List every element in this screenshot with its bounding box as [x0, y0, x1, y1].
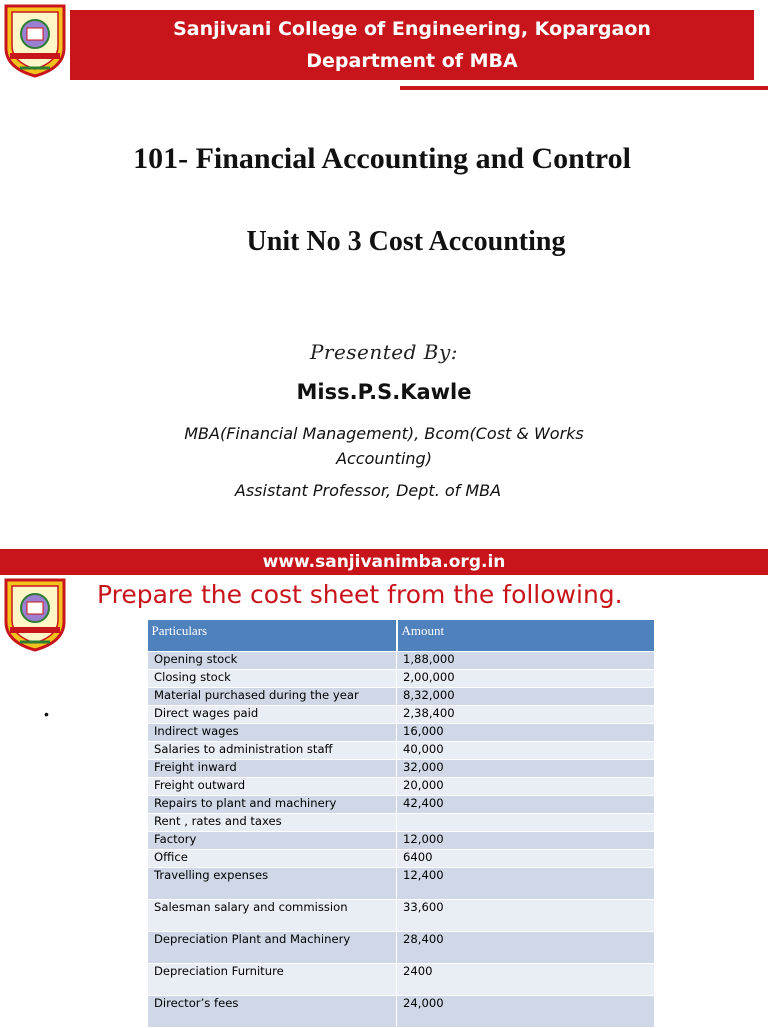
college-logo [0, 2, 70, 78]
table-body [148, 652, 655, 1028]
table-row [148, 814, 655, 832]
table-row [148, 652, 655, 670]
particular-cell: Salaries to administration staff [148, 742, 397, 760]
amount-cell: 2400 [397, 964, 655, 996]
amount-cell: 2,00,000 [397, 670, 655, 688]
particular-cell: Director’s fees [148, 996, 397, 1028]
college-logo-2 [0, 576, 70, 652]
department-name: Department of MBA [306, 50, 518, 72]
presenter-qualification: MBA(Financial Management), Bcom(Cost & Works Accounting) [184, 424, 584, 468]
table-row [148, 868, 655, 900]
particular-cell: Rent , rates and taxes [148, 814, 397, 832]
bullet-point: • [44, 706, 49, 722]
amount-cell: 12,000 [397, 832, 655, 850]
college-name: Sanjivani College of Engineering, Kopargaon [173, 18, 651, 40]
table-row [148, 832, 655, 850]
table-row [148, 688, 655, 706]
table-row [148, 778, 655, 796]
table-row [148, 742, 655, 760]
amount-cell: 40,000 [397, 742, 655, 760]
amount-cell [397, 814, 655, 832]
column-header-particulars: Particulars [148, 620, 397, 652]
website-link[interactable]: www.sanjivanimba.org.in [262, 552, 506, 572]
cost-data-table [147, 620, 656, 1028]
presented-by-label: Presented By: [309, 340, 459, 364]
amount-cell: 16,000 [397, 724, 655, 742]
table-row [148, 900, 655, 932]
amount-cell: 2,38,400 [397, 706, 655, 724]
particular-cell: Indirect wages [148, 724, 397, 742]
particular-cell: Salesman salary and commission [148, 900, 397, 932]
table-row [148, 932, 655, 964]
particular-cell: Depreciation Furniture [148, 964, 397, 996]
column-header-amount: Amount [397, 620, 655, 652]
particular-cell: Direct wages paid [148, 706, 397, 724]
table-row [148, 796, 655, 814]
college-header [70, 10, 754, 80]
particular-cell: Depreciation Plant and Machinery [148, 932, 397, 964]
particular-cell: Travelling expenses [148, 868, 397, 900]
particular-cell: Freight outward [148, 778, 397, 796]
particular-cell: Repairs to plant and machinery [148, 796, 397, 814]
amount-cell: 33,600 [397, 900, 655, 932]
presenter-position: Assistant Professor, Dept. of MBA [234, 481, 502, 500]
amount-cell: 28,400 [397, 932, 655, 964]
amount-cell: 6400 [397, 850, 655, 868]
unit-title: Unit No 3 Cost Accounting [246, 226, 566, 257]
presenter-name: Miss.P.S.Kawle [296, 380, 472, 404]
table-row [148, 964, 655, 996]
table-header-row [148, 620, 655, 652]
amount-cell: 8,32,000 [397, 688, 655, 706]
table-row [148, 996, 655, 1028]
table-row [148, 850, 655, 868]
particular-cell: Factory [148, 832, 397, 850]
amount-cell: 32,000 [397, 760, 655, 778]
header-rule [400, 86, 768, 90]
particular-cell: Office [148, 850, 397, 868]
amount-cell: 20,000 [397, 778, 655, 796]
amount-cell: 12,400 [397, 868, 655, 900]
table-row [148, 706, 655, 724]
amount-cell: 24,000 [397, 996, 655, 1028]
website-bar [0, 549, 768, 575]
particular-cell: Closing stock [148, 670, 397, 688]
table-row [148, 670, 655, 688]
table-row [148, 760, 655, 778]
course-title: 101- Financial Accounting and Control [133, 142, 631, 175]
table-row [148, 724, 655, 742]
particular-cell: Freight inward [148, 760, 397, 778]
amount-cell: 1,88,000 [397, 652, 655, 670]
particular-cell: Material purchased during the year [148, 688, 397, 706]
amount-cell: 42,400 [397, 796, 655, 814]
problem-heading: Prepare the cost sheet from the following. [97, 580, 623, 609]
particular-cell: Opening stock [148, 652, 397, 670]
